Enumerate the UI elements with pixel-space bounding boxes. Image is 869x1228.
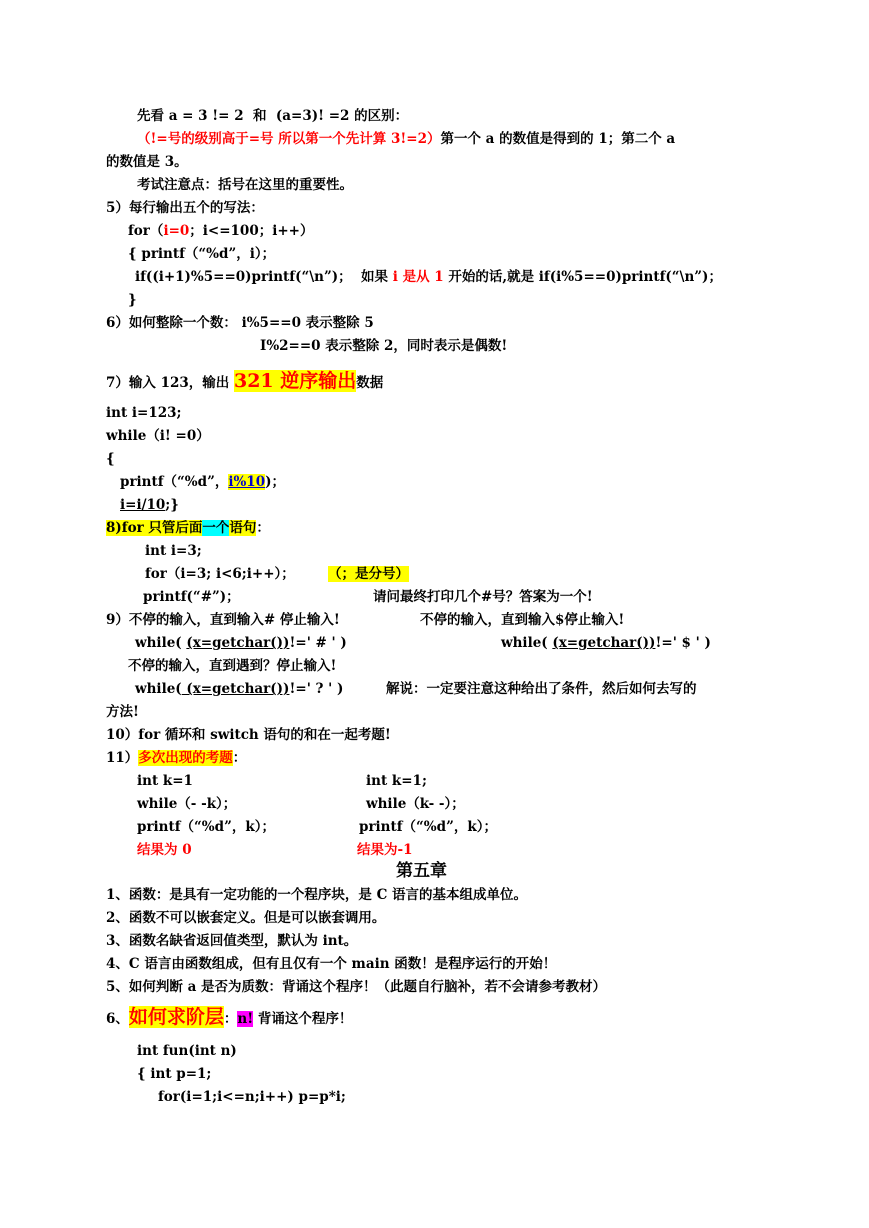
code-for-init: i=0 xyxy=(163,223,190,239)
code-getchar-question: (x=getchar()) xyxy=(181,681,290,697)
code-printf-mod-prefix: printf（“%d”， xyxy=(120,474,229,490)
ch5-item-6 xyxy=(106,1004,352,1032)
code-while-question-prefix: while( xyxy=(135,681,182,697)
section-8-prefix: 8)for 只管后面 xyxy=(106,520,203,536)
code-mod-highlight: i%10 xyxy=(228,474,266,490)
code-for-rest: ；i<=100；i++） xyxy=(189,223,314,239)
section-11-heading xyxy=(106,749,246,767)
semicolon-note xyxy=(328,565,409,583)
code-printf-hash: printf(“#”)； xyxy=(143,589,240,605)
code-printf-mod-suffix: )； xyxy=(265,474,285,490)
code-close-brace: } xyxy=(128,292,137,308)
section-9-heading-left: 9）不停的输入，直到输入# 停止输入! xyxy=(106,612,340,628)
ch5-item-3: 3、函数名缺省返回值类型，默认为 int。 xyxy=(106,933,358,949)
code-while-question-cond: !=' ? ' ) xyxy=(289,681,344,697)
code-while-dollar-cond: !=' $ ' ) xyxy=(655,635,711,651)
code-fun-loop: for(i=1;i<=n;i++) p=p*i; xyxy=(158,1089,346,1105)
precedence-rule: （!=号的级别高于=号 所以第一个先计算 3!=2） xyxy=(137,131,441,147)
code-int-decl: int i=123; xyxy=(106,405,182,421)
explain-note: 解说：一定要注意这种给出了条件，然后如何去写的 xyxy=(386,681,697,697)
ch5-item-2: 2、函数不可以嵌套定义。但是可以嵌套调用。 xyxy=(106,910,386,926)
section-6-heading: 6）如何整除一个数： i%5==0 表示整除 5 xyxy=(106,315,374,331)
code-divide-end: ;} xyxy=(165,497,179,513)
section-7-suffix: 数据 xyxy=(356,375,384,391)
code-while-dollar-prefix: while( xyxy=(501,635,553,651)
code-divide-expr: i=i/10 xyxy=(120,497,166,513)
ch5-item-1: 1、函数：是具有一定功能的一个程序块，是 C 语言的基本组成单位。 xyxy=(106,887,528,903)
code-printf-mod xyxy=(120,473,285,491)
line-precedence-note xyxy=(137,130,675,148)
section-10-heading: 10）for 循环和 switch 语句的和在一起考题! xyxy=(106,727,391,743)
section-8-colon: ： xyxy=(256,520,270,536)
code-divide xyxy=(120,496,179,514)
code-if-highlight: i 是从 1 xyxy=(392,269,444,285)
code-fun-decl: { int p=1; xyxy=(137,1066,212,1082)
chapter-5-title: 第五章 xyxy=(396,861,447,881)
code-while-hash-prefix: while( xyxy=(135,635,187,651)
code-while-question xyxy=(135,680,343,698)
ch5-item-6-factorial: n! xyxy=(237,1011,254,1027)
code-k-right-while: while（k- -）； xyxy=(366,796,465,812)
code-while-hash xyxy=(135,634,347,652)
section-8-one: 一个 xyxy=(202,520,230,536)
code-while-hash-cond: !=' # ' ) xyxy=(289,635,347,651)
ch5-item-5: 5、如何判断 a 是否为质数：背诵这个程序！（此题自行脑补，若不会请参考教材） xyxy=(106,979,607,995)
code-while: while（i! =0） xyxy=(106,428,210,444)
ch5-item-6-num: 6、 xyxy=(106,1011,129,1027)
ch5-item-6-title: 如何求阶层 xyxy=(128,1006,224,1028)
code-printf: { printf（“%d”，i）； xyxy=(128,246,276,262)
code-k-right-decl: int k=1; xyxy=(366,773,427,789)
line-compare-intro: 先看 a = 3 != 2 和 (a=3)! =2 的区别： xyxy=(137,108,409,124)
section-7-highlight: 321 逆序输出 xyxy=(233,370,357,392)
section-11-num: 11） xyxy=(106,750,139,766)
explain-note-cont: 方法! xyxy=(106,704,139,720)
section-7-prefix: 7）输入 123，输出 xyxy=(106,375,234,391)
section-9-heading-right: 不停的输入，直到输入$停止输入! xyxy=(420,612,625,628)
code-getchar-hash: (x=getchar()) xyxy=(186,635,290,651)
section-6-even: I%2==0 表示整除 2，同时表示是偶数! xyxy=(260,338,508,354)
code-for-semicolon xyxy=(145,565,295,583)
semicolon-note-text: （；是分号） xyxy=(328,566,409,582)
code-k-left-while: while（- -k）； xyxy=(137,796,237,812)
code-fun-signature: int fun(int n) xyxy=(137,1043,237,1059)
code-for-stmt: for（i=3; i<6;i++）； xyxy=(145,566,295,582)
section-9-question: 不停的输入，直到遇到？停止输入! xyxy=(128,658,337,674)
code-getchar-dollar: (x=getchar()) xyxy=(552,635,656,651)
code-open-brace: { xyxy=(106,451,115,467)
code-k-right-printf: printf（“%d”，k）； xyxy=(359,819,497,835)
line-exam-note: 考试注意点：括号在这里的重要性。 xyxy=(137,177,353,193)
section-5-heading: 5）每行输出五个的写法： xyxy=(106,200,264,216)
result-right: 结果为-1 xyxy=(357,842,413,858)
section-8-stmt: 语句 xyxy=(229,520,257,536)
code-if-rest: 开始的话,就是 if(i%5==0)printf(“\n”)； xyxy=(443,269,722,285)
section-7-heading xyxy=(106,368,383,396)
code-for-loop xyxy=(128,222,313,240)
section-8-heading xyxy=(106,519,270,537)
section-11-colon: ： xyxy=(232,750,247,766)
code-if-newline xyxy=(135,268,722,286)
code-int-i: int i=3; xyxy=(145,543,202,559)
code-for-prefix: for（ xyxy=(128,223,164,239)
code-if-prefix: if((i+1)%5==0)printf(“\n”)； 如果 xyxy=(135,269,393,285)
code-while-dollar xyxy=(501,634,711,652)
line-precedence-cont: 的数值是 3。 xyxy=(106,154,188,170)
section-11-title: 多次出现的考题 xyxy=(138,750,233,766)
result-left: 结果为 0 xyxy=(137,842,192,858)
ch5-item-4: 4、C 语言由函数组成，但有且仅有一个 main 函数！是程序运行的开始！ xyxy=(106,956,557,972)
precedence-result: 第一个 a 的数值是得到的 1；第二个 a xyxy=(440,131,676,147)
ch5-item-6-note: 背诵这个程序！ xyxy=(253,1011,353,1027)
code-k-left-decl: int k=1 xyxy=(137,773,193,789)
hash-question: 请问最终打印几个#号？答案为一个! xyxy=(373,589,593,605)
ch5-item-6-colon: ： xyxy=(223,1011,238,1027)
code-k-left-printf: printf（“%d”，k）； xyxy=(137,819,275,835)
